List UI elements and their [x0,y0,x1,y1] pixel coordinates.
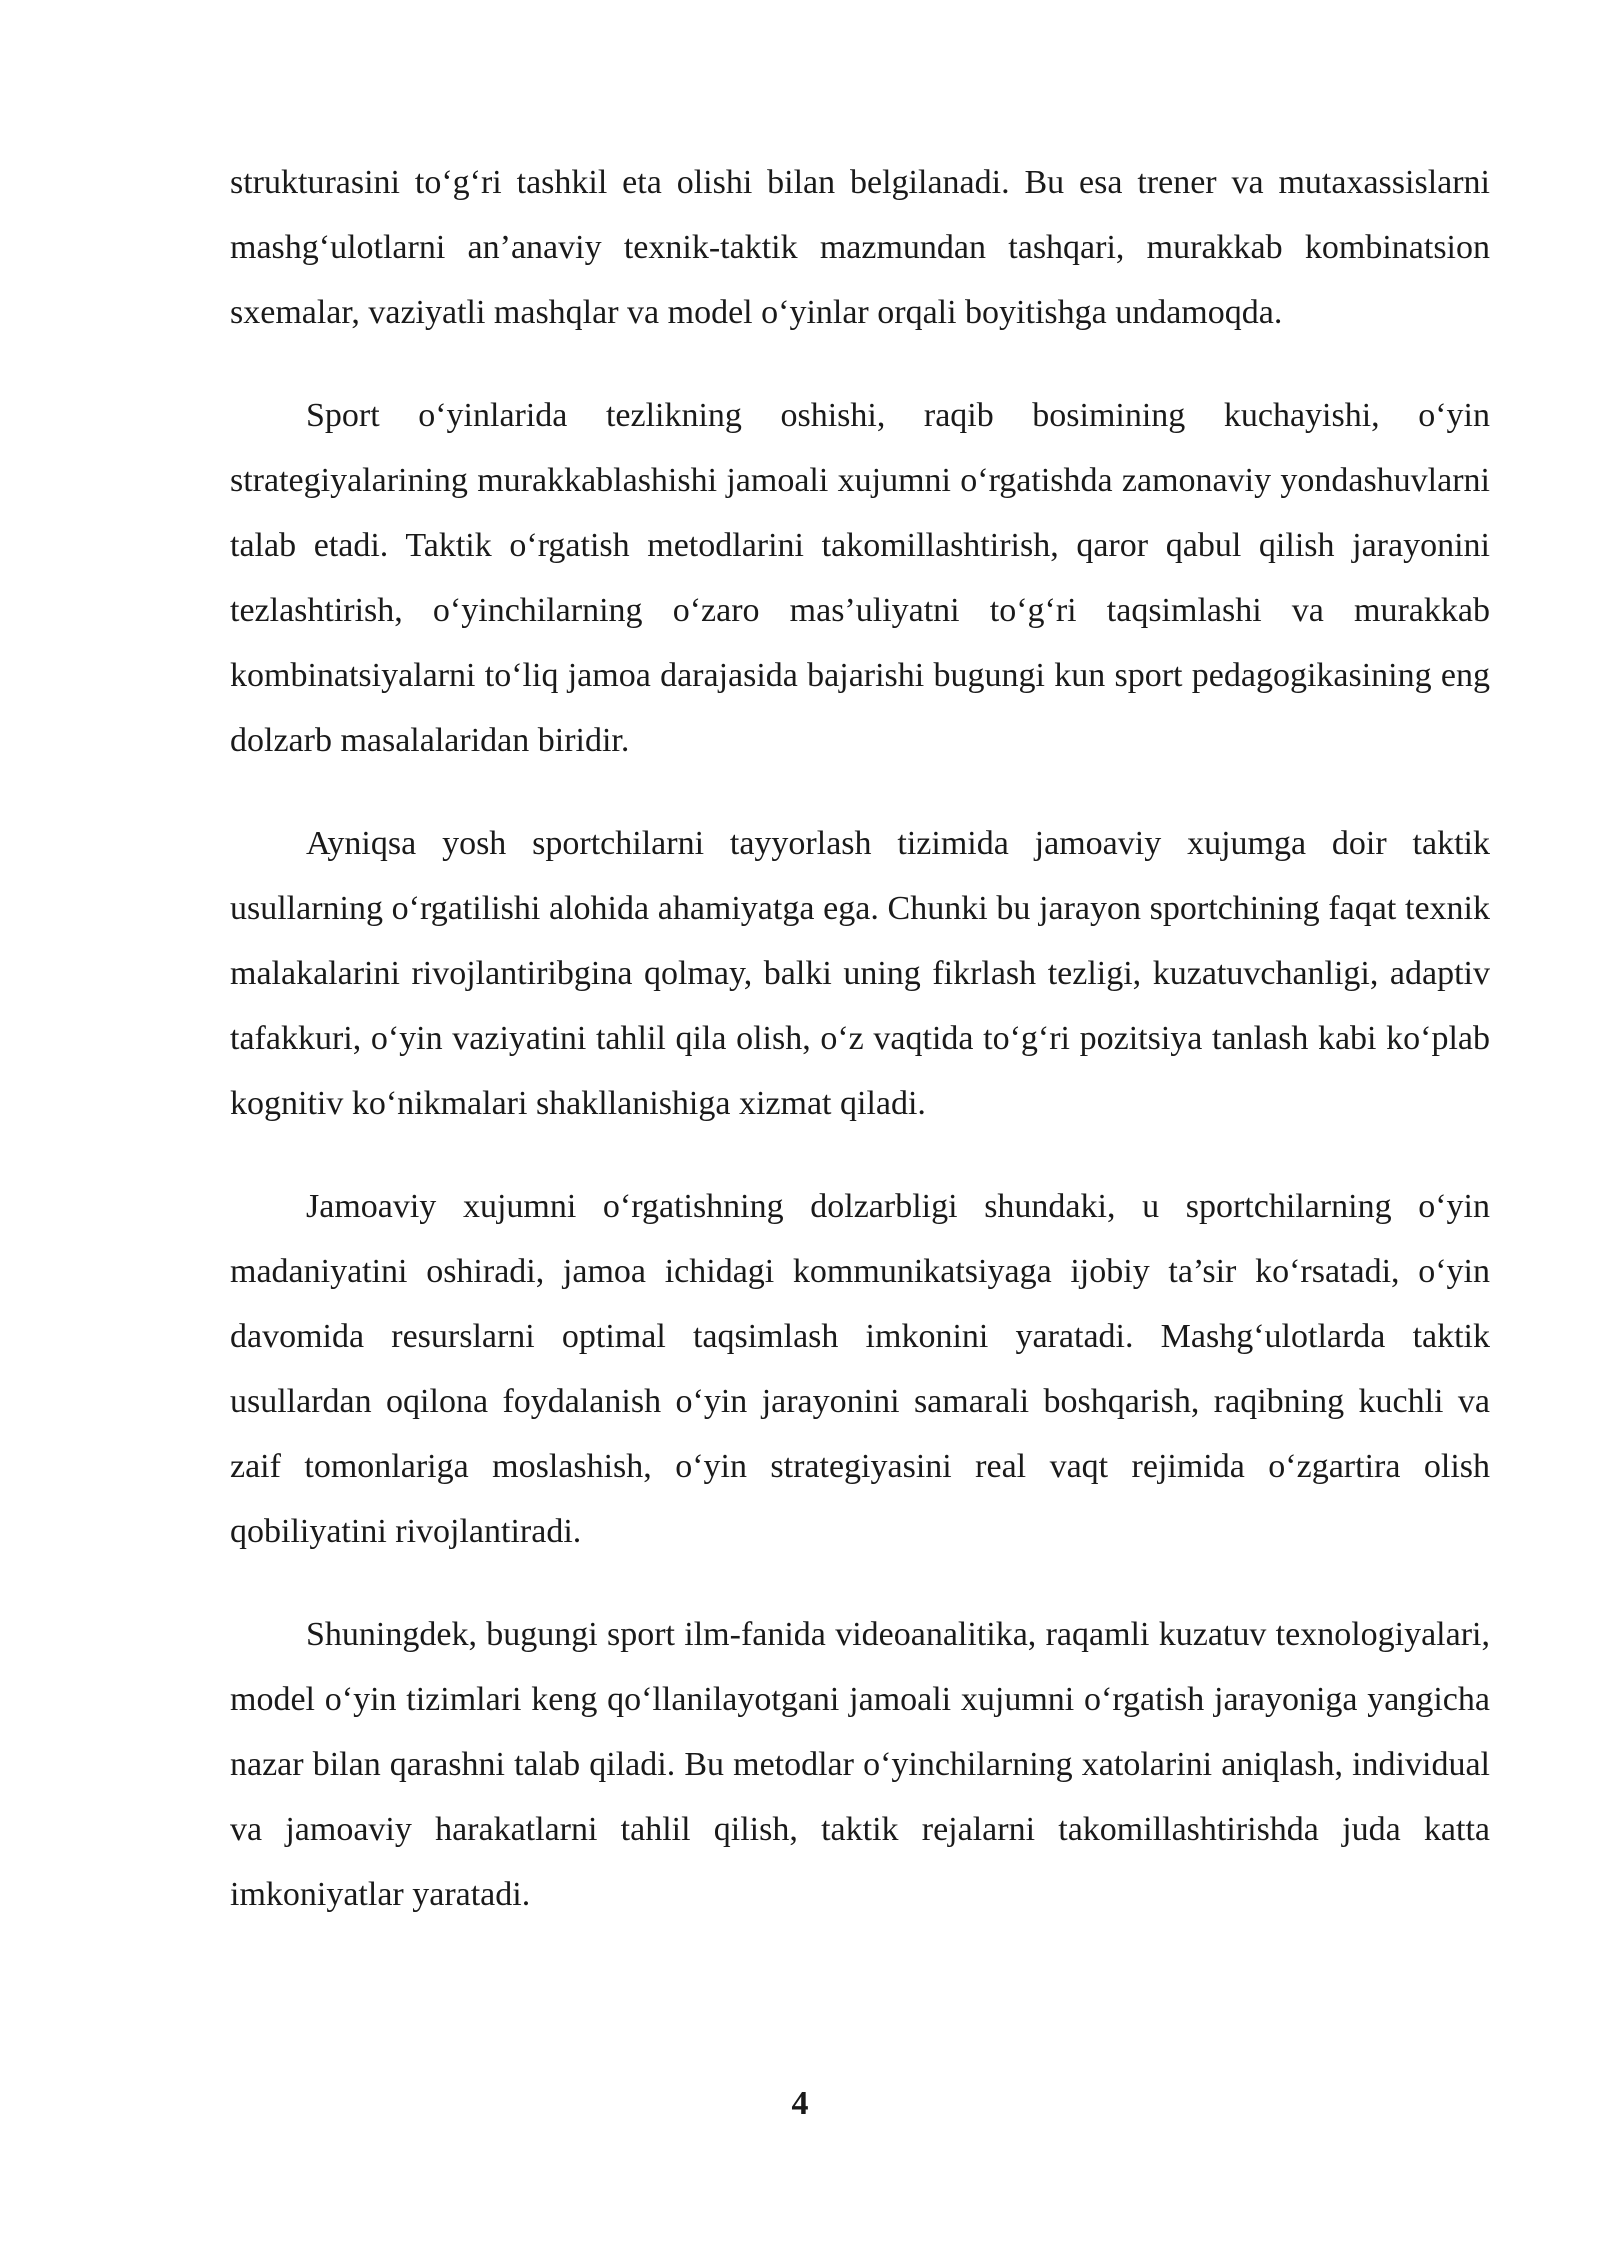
paragraph-4: Jamoaviy xujumni o‘rgatishning dolzarbligi shundaki, u sportchilarning o‘yin madaniyatini oshiradi, jamoa ichidagi kommunikatsiyaga ijobiy ta’sir ko‘rsatadi, o‘yin davomida resurslarni optimal taqsimlash imkonini yaratadi. Mashg‘ulotlarda taktik usullardan oqilona foydalanish o‘yin jarayonini samarali boshqarish, raqibning kuchli va zaif tomonlariga moslashish, o‘yin strategiyasini real vaqt rejimida o‘zgartira olish qobiliyatini rivojlantiradi. [230,1188,1490,1550]
page-number: 4 [791,2085,809,2122]
body-text [230,150,1490,1965]
paragraph-3: Ayniqsa yosh sportchilarni tayyorlash tizimida jamoaviy xujumga doir taktik usullarning o‘rgatilishi alohida ahamiyatga ega. Chunki bu jarayon sportchining faqat texnik malakalarini rivojlantiribgina qolmay, balki uning fikrlash tezligi, kuzatuvchanligi, adaptiv tafakkuri, o‘yin vaziyatini tahlil qila olish, o‘z vaqtida to‘g‘ri pozitsiya tanlash kabi ko‘plab kognitiv ko‘nikmalari shakllanishiga xizmat qiladi. [230,825,1490,1122]
paragraph-5: Shuningdek, bugungi sport ilm-fanida videoanalitika, raqamli kuzatuv texnologiyalari, model o‘yin tizimlari keng qo‘llanilayotgani jamoali xujumni o‘rgatish jarayoniga yangicha nazar bilan qarashni talab qiladi. Bu metodlar o‘yinchilarning xatolarini aniqlash, individual va jamoaviy harakatlarni tahlil qilish, taktik rejalarni takomillashtirishda juda katta imkoniyatlar yaratadi. [230,1616,1490,1913]
paragraph-2: Sport o‘yinlarida tezlikning oshishi, raqib bosimining kuchayishi, o‘yin strategiyalarining murakkablashishi jamoali xujumni o‘rgatishda zamonaviy yondashuvlarni talab etadi. Taktik o‘rgatish metodlarini takomillashtirish, qaror qabul qilish jarayonini tezlashtirish, o‘yinchilarning o‘zaro mas’uliyatni to‘g‘ri taqsimlashi va murakkab kombinatsiyalarni to‘liq jamoa darajasida bajarishi bugungi kun sport pedagogikasining eng dolzarb masalalaridan biridir. [230,397,1490,759]
paragraph-1: strukturasini to‘g‘ri tashkil eta olishi bilan belgilanadi. Bu esa trener va mutaxassislarni mashg‘ulotlarni an’anaviy texnik-taktik mazmundan tashqari, murakkab kombinatsion sxemalar, vaziyatli mashqlar va model o‘yinlar orqali boyitishga undamoqda. [230,164,1490,331]
